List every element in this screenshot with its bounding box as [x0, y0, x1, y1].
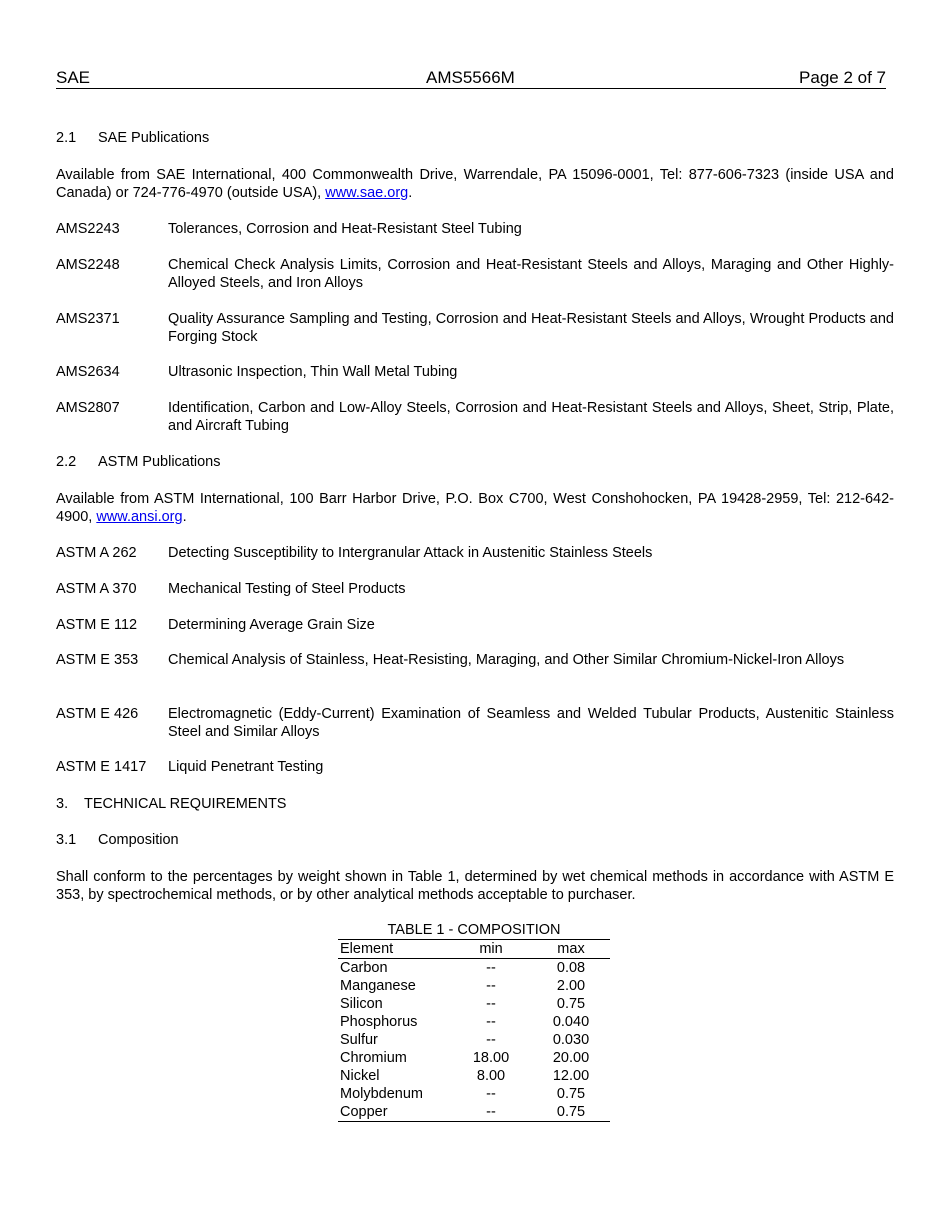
- reference-code: ASTM A 262: [56, 545, 137, 561]
- reference-title: Electromagnetic (Eddy-Current) Examination of Seamless and Welded Tubular Products, Austenitic Stainless Steel and Similar Alloys: [168, 706, 894, 740]
- max-cell: 12.00: [552, 1068, 590, 1084]
- min-cell: --: [486, 1032, 496, 1048]
- reference-code: ASTM E 1417: [56, 759, 147, 775]
- section-3-heading: [56, 795, 894, 813]
- section-number: 2.2: [56, 454, 77, 470]
- section-2-1-intro: [56, 166, 894, 202]
- table-row: [338, 1103, 610, 1122]
- reference-title: Tolerances, Corrosion and Heat-Resistant Steel Tubing: [168, 221, 522, 237]
- section-3-1-text: Shall conform to the percentages by weight shown in Table 1, determined by wet chemical methods in accordance with ASTM E 353, by spectrochemical methods, or by other analytical methods acceptable to purchaser.: [56, 869, 894, 903]
- reference-item: [56, 616, 894, 634]
- reference-title: Ultrasonic Inspection, Thin Wall Metal Tubing: [168, 364, 458, 380]
- element-cell: Manganese: [340, 978, 416, 994]
- table-header-row: [338, 940, 610, 959]
- reference-title: Liquid Penetrant Testing: [168, 759, 324, 775]
- reference-code: ASTM A 370: [56, 581, 137, 597]
- reference-title: Quality Assurance Sampling and Testing, Corrosion and Heat-Resistant Steels and Alloys, Wrought Products and Forging Stock: [168, 311, 894, 345]
- max-cell: 0.75: [556, 1104, 586, 1120]
- element-cell: Molybdenum: [340, 1086, 424, 1102]
- intro-text: Available from SAE International, 400 Commonwealth Drive, Warrendale, PA 15096-0001, Tel: 877-606-7323 (inside USA and Canada) or 724-776-4970 (outside USA),: [56, 167, 894, 201]
- max-cell: 0.75: [556, 1086, 586, 1102]
- table-row: [338, 959, 610, 978]
- element-cell: Carbon: [340, 960, 388, 976]
- reference-code: AMS2634: [56, 364, 120, 380]
- reference-code: AMS2243: [56, 221, 120, 237]
- section-title: SAE Publications: [98, 130, 210, 146]
- section-3-1-heading: [56, 831, 894, 849]
- reference-item: [56, 758, 894, 776]
- reference-title: Chemical Check Analysis Limits, Corrosion and Heat-Resistant Steels and Alloys, Maraging and Other Highly-Alloyed Steels, and Iron Alloys: [168, 257, 894, 291]
- min-cell: --: [486, 978, 496, 994]
- min-cell: --: [486, 996, 496, 1012]
- reference-item: [56, 310, 894, 346]
- reference-code: ASTM E 353: [56, 652, 139, 668]
- section-number: 2.1: [56, 130, 77, 146]
- max-cell: 2.00: [556, 978, 586, 994]
- min-cell: 8.00: [476, 1068, 506, 1084]
- table-caption: TABLE 1 - COMPOSITION: [387, 922, 561, 938]
- min-cell: --: [486, 1086, 496, 1102]
- section-2-1-heading: [56, 129, 894, 147]
- ansi-link[interactable]: www.ansi.org: [96, 509, 183, 525]
- max-cell: 0.030: [552, 1032, 590, 1048]
- table-grid: [338, 939, 610, 1122]
- intro-end: .: [182, 509, 187, 525]
- section-number: 3.: [56, 796, 69, 812]
- table-row: [338, 1085, 610, 1103]
- max-cell: 0.08: [556, 960, 586, 976]
- reference-item: [56, 220, 894, 238]
- column-header: Element: [340, 941, 394, 957]
- section-2-2-heading: [56, 453, 894, 471]
- reference-title: Chemical Analysis of Stainless, Heat-Resisting, Maraging, and Other Similar Chromium-Nickel-Iron Alloys: [168, 652, 845, 668]
- header-page-number: Page 2 of 7: [799, 68, 886, 87]
- min-cell: --: [486, 960, 496, 976]
- element-cell: Phosphorus: [340, 1014, 418, 1030]
- reference-item: [56, 399, 894, 435]
- header-org: SAE: [56, 68, 91, 87]
- element-cell: Nickel: [340, 1068, 380, 1084]
- table-row: [338, 1013, 610, 1031]
- reference-item: [56, 544, 894, 562]
- element-cell: Sulfur: [340, 1032, 378, 1048]
- reference-item: [56, 705, 894, 741]
- min-cell: --: [486, 1014, 496, 1030]
- reference-title: Determining Average Grain Size: [168, 617, 375, 633]
- max-cell: 0.75: [556, 996, 586, 1012]
- page-header: [56, 68, 886, 89]
- section-title: TECHNICAL REQUIREMENTS: [84, 796, 287, 812]
- reference-code: AMS2248: [56, 257, 120, 273]
- table-row: [338, 1031, 610, 1049]
- reference-title: Detecting Susceptibility to Intergranular Attack in Austenitic Stainless Steels: [168, 545, 653, 561]
- table-row: [338, 977, 610, 995]
- intro-text: Available from ASTM International, 100 Barr Harbor Drive, P.O. Box C700, West Conshohocken, PA 19428-2959, Tel: 212-642-4900,: [56, 491, 894, 525]
- section-number: 3.1: [56, 832, 77, 848]
- table-row: [338, 1049, 610, 1067]
- reference-item: [56, 363, 894, 381]
- element-cell: Chromium: [340, 1050, 407, 1066]
- reference-item: [56, 256, 894, 292]
- column-header: max: [557, 941, 585, 957]
- sae-link[interactable]: www.sae.org: [325, 185, 409, 201]
- min-cell: 18.00: [472, 1050, 510, 1066]
- reference-code: AMS2371: [56, 311, 120, 327]
- table-row: [338, 1067, 610, 1085]
- reference-code: ASTM E 426: [56, 706, 139, 722]
- section-title: ASTM Publications: [98, 454, 221, 470]
- section-title: Composition: [98, 832, 179, 848]
- element-cell: Copper: [340, 1104, 388, 1120]
- reference-code: AMS2807: [56, 400, 120, 416]
- table-row: [338, 995, 610, 1013]
- min-cell: --: [486, 1104, 496, 1120]
- reference-item: [56, 580, 894, 598]
- column-header: min: [479, 941, 503, 957]
- composition-table: [338, 921, 610, 1122]
- element-cell: Silicon: [340, 996, 383, 1012]
- section-2-2-intro: [56, 490, 894, 526]
- reference-item: [56, 651, 894, 669]
- reference-title: Identification, Carbon and Low-Alloy Steels, Corrosion and Heat-Resistant Steels and Alloys, Sheet, Strip, Plate, and Aircraft Tubing: [168, 400, 894, 434]
- reference-title: Mechanical Testing of Steel Products: [168, 581, 406, 597]
- max-cell: 20.00: [552, 1050, 590, 1066]
- intro-end: .: [408, 185, 413, 201]
- header-doc-number: AMS5566M: [426, 68, 515, 87]
- reference-code: ASTM E 112: [56, 617, 138, 633]
- max-cell: 0.040: [552, 1014, 590, 1030]
